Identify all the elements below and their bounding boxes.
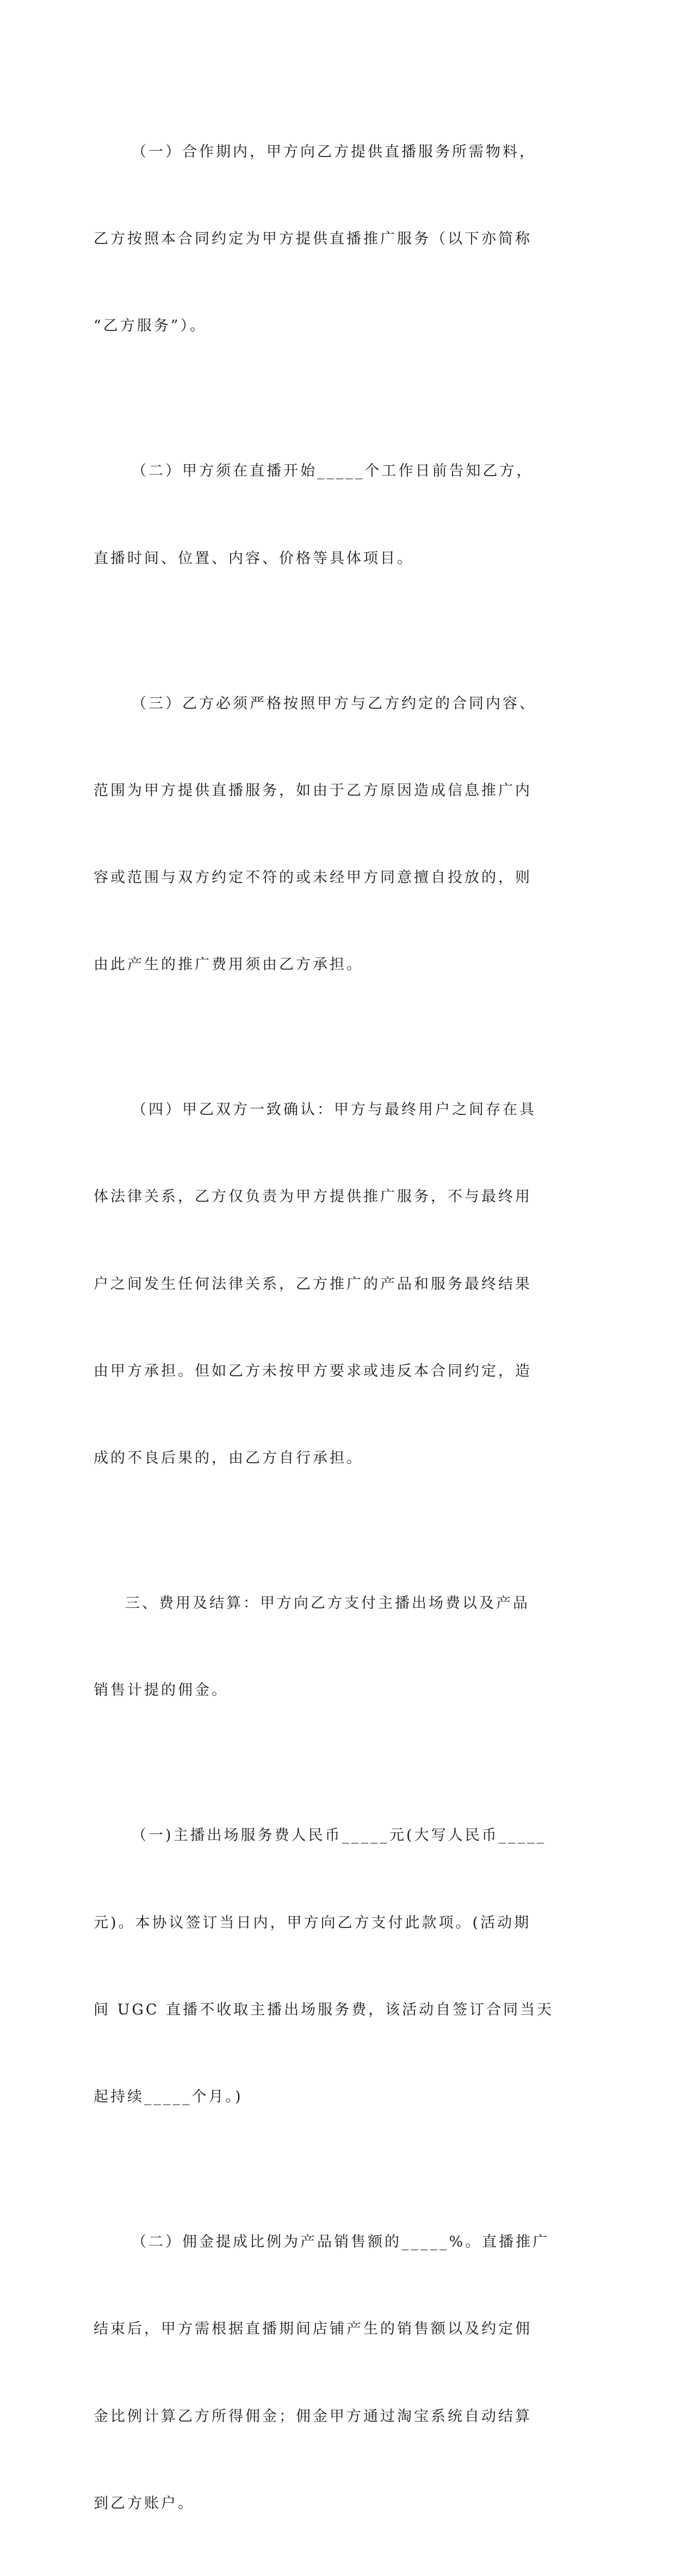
text-line: 金比例计算乙方所得佣金；佣金甲方通过淘宝系统自动结算 — [94, 2407, 532, 2425]
text-line: 容或范围与双方约定不符的或未经甲方同意擅自投放的，则 — [94, 869, 532, 886]
document-body — [94, 79, 554, 2576]
text-line: 元)。本协议签订当日内，甲方向乙方支付此款项。(活动期 — [94, 1914, 531, 1931]
text-line: 直播时间、位置、内容、价格等具体项目。 — [94, 550, 414, 567]
text-line: （二）佣金提成比例为产品销售额的_____%。直播推广 — [132, 2234, 550, 2251]
text-line: 体法律关系，乙方仅负责为甲方提供推广服务，不与最终用 — [94, 1188, 532, 1206]
text-line: （四）甲乙双方一致确认：甲方与最终用户之间存在具 — [132, 1101, 536, 1119]
text-line: 三、费用及结算：甲方向乙方支付主播出场费以及产品 — [125, 1595, 530, 1612]
section-heading-fees — [94, 1531, 530, 1763]
text-line: 结束后，甲方需根据直播期间店铺产生的销售额以及约定佣 — [94, 2321, 532, 2338]
text-line: 乙方按照本合同约定为甲方提供直播推广服务（以下亦简称 — [94, 230, 532, 248]
paragraph-clause-1-2 — [94, 398, 534, 631]
text-line: 间 UGC 直播不收取主播出场服务费，该活动自签订合同当天 — [94, 2001, 554, 2018]
text-line: （三）乙方必须严格按照甲方与乙方约定的合同内容、 — [132, 695, 536, 712]
text-line: 到乙方账户。 — [94, 2494, 195, 2512]
paragraph-clause-1-1 — [94, 79, 536, 398]
paragraph-clause-3-1 — [94, 1763, 554, 2170]
text-line: 范围为甲方提供直播服务，如由于乙方原因造成信息推广内 — [94, 782, 532, 799]
paragraph-clause-3-2 — [94, 2169, 550, 2576]
text-line: 由甲方承担。但如乙方未按甲方要求或违反本合同约定，造 — [94, 1362, 532, 1380]
text-line: 起持续_____个月。) — [94, 2088, 243, 2106]
text-line: 成的不良后果的，由乙方自行承担。 — [94, 1450, 363, 1467]
paragraph-clause-1-3 — [94, 631, 536, 1038]
text-line: （二）甲方须在直播开始_____个工作日前告知乙方， — [132, 463, 534, 480]
text-line: 由此产生的推广费用须由乙方承担。 — [94, 956, 363, 974]
text-line: 户之间发生任何法律关系，乙方推广的产品和服务最终结果 — [94, 1275, 532, 1293]
text-line: （一)主播出场服务费人民币_____元(大写人民币_____ — [132, 1827, 547, 1844]
text-line: （一）合作期内，甲方向乙方提供直播服务所需物料， — [132, 143, 536, 160]
text-line: 销售计提的佣金。 — [94, 1682, 228, 1699]
paragraph-clause-1-4 — [94, 1037, 536, 1531]
text-line: “乙方服务”）。 — [94, 317, 207, 335]
